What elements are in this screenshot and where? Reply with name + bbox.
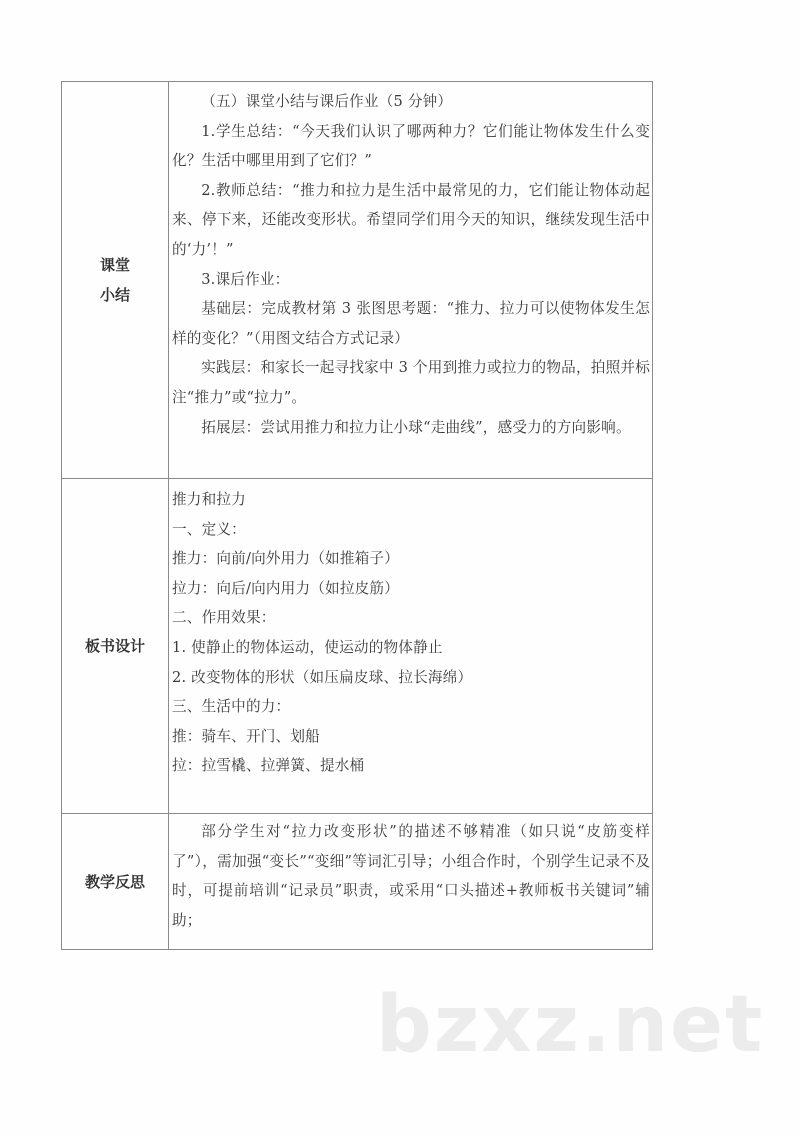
board-line: 推：骑车、开门、划船: [172, 727, 320, 745]
content-board-design: [169, 479, 653, 814]
lesson-plan-table: [61, 81, 653, 950]
board-line: 二、作用效果：: [172, 609, 276, 627]
reflection-paragraph: 部分学生对“拉力改变形状”的描述不够精准（如只说“皮筋变样了”），需加强“变长”“变细”等词汇引导；小组合作时，个别学生记录不及时，可提前培训“记录员”职责，或采用“口头描述+教师板书关键词”辅助；: [172, 823, 650, 929]
teacher-summary-paragraph: 2.教师总结：“推力和拉力是生活中最常见的力，它们能让物体动起来、停下来，还能改变形状。希望同学们用今天的知识，继续发现生活中的‘力’！”: [172, 181, 650, 258]
homework-basic-paragraph: 基础层：完成教材第 3 张图思考题：“推力、拉力可以使物体发生怎样的变化？”（用图文结合方式记录）: [172, 300, 650, 347]
label-line: 教学反思: [84, 872, 145, 891]
board-title: 推力和拉力: [172, 491, 246, 508]
board-line: 拉力：向后/向内用力（如拉皮筋）: [172, 579, 400, 597]
board-line: 三、生活中的力：: [172, 698, 291, 716]
watermark-text: bzxz.net: [376, 980, 765, 1070]
student-summary-paragraph: 1.学生总结：“今天我们认识了哪两种力？它们能让物体发生什么变化？生活中哪里用到了它们？”: [172, 122, 650, 170]
table-row-teaching-reflection: [62, 814, 653, 950]
homework-practice-paragraph: 实践层：和家长一起寻找家中 3 个用到推力或拉力的物品，拍照并标注“推力”或“拉力”。: [172, 359, 650, 406]
label-line: 课堂: [99, 256, 130, 274]
homework-heading: 3.课后作业：: [201, 270, 290, 288]
content-teaching-reflection: [169, 814, 653, 950]
row-label-teaching-reflection: [62, 814, 169, 950]
row-label-board-design: [62, 479, 169, 814]
table-row-board-design: [62, 479, 653, 814]
board-line: 拉：拉雪橇、拉弹簧、提水桶: [172, 757, 365, 775]
board-line: 2. 改变物体的形状（如压扁皮球、拉长海绵）: [172, 668, 473, 686]
board-line: 推力：向前/向外用力（如推箱子）: [172, 550, 400, 568]
label-line: 小结: [99, 286, 130, 304]
label-line: 板书设计: [84, 637, 145, 655]
board-line: 一、定义：: [172, 520, 246, 538]
board-line: 1. 使静止的物体运动，使运动的物体静止: [172, 638, 443, 656]
table-row-class-summary: [62, 82, 653, 479]
row-label-class-summary: [62, 82, 169, 479]
homework-extension-paragraph: 拓展层：尝试用推力和拉力让小球“走曲线”，感受力的方向影响。: [201, 418, 631, 436]
content-class-summary: [169, 82, 653, 479]
section-heading: （五）课堂小结与课后作业（5 分钟）: [201, 93, 453, 110]
